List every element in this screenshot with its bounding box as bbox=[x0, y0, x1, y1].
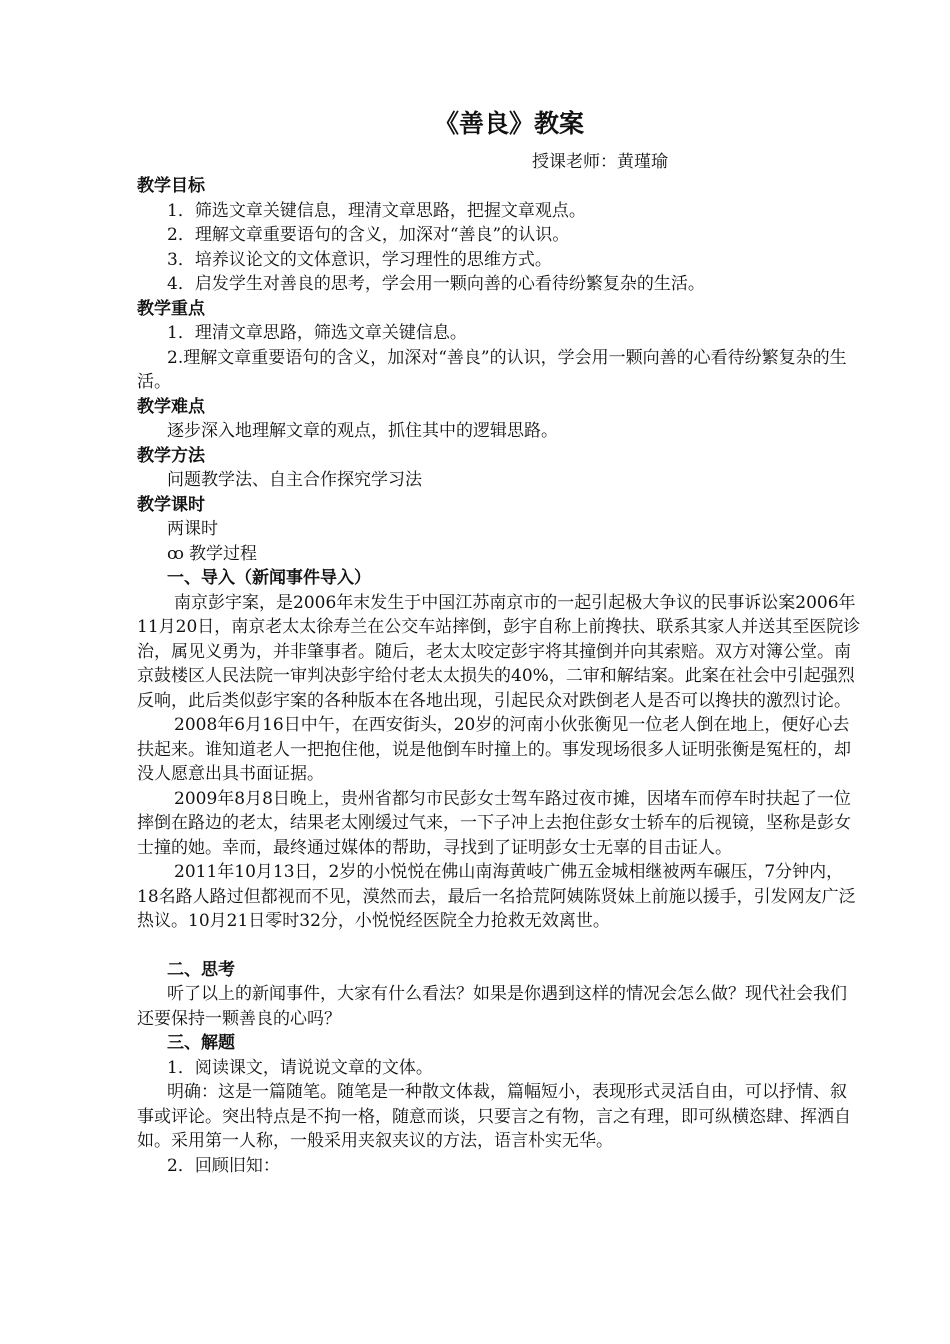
hours-text: 两课时 bbox=[167, 519, 218, 539]
intro-paragraph: 南京彭宇案，是2006年末发生于中国江苏南京市的一起引起极大争议的民事诉讼案2006年11月20日，南京老太太徐寿兰在公交车站摔倒，彭宇自称上前搀扶、联系其家人并送其至医院诊治，属见义勇为，并非肇事者。随后，老太太咬定彭宇将其撞倒并向其索赔。双方对簿公堂。南京鼓楼区人民法院一审判决彭宇给付老太太损失的40%，二审和解结案。此案在社会中引起强烈反响，此后类似彭宇案的各种版本在各地出现，引起民众对跌倒老人是否可以搀扶的激烈讨论。 bbox=[137, 592, 861, 711]
analysis-answer: 明确：这是一篇随笔。随笔是一种散文体裁，篇幅短小，表现形式灵活自由，可以抒情、叙事或评论。突出特点是不拘一格，随意而谈，只要言之有物，言之有理，即可纵横恣肆、挥洒自如。采用第一人称，一般采用夹叙夹议的方法，语言朴实无华。 bbox=[137, 1082, 851, 1151]
objective-item: 2．理解文章重要语句的含义，加深对“善良”的认识。 bbox=[167, 225, 570, 245]
section-heading-objectives: 教学目标 bbox=[137, 176, 205, 196]
section-heading-intro: 一、导入（新闻事件导入） bbox=[167, 568, 371, 588]
section-heading-methods: 教学方法 bbox=[137, 445, 205, 466]
author-line: 授课老师：黄瑾瑜 bbox=[532, 152, 668, 172]
section-heading-difficulties: 教学难点 bbox=[137, 396, 205, 417]
thinking-text: 听了以上的新闻事件，大家有什么看法？如果是你遇到这样的情况会怎么做？现代社会我们还要保持一颗善良的心吗？ bbox=[137, 984, 847, 1029]
objective-item: 4．启发学生对善良的思考，学会用一颗向善的心看待纷繁复杂的生活。 bbox=[167, 274, 705, 294]
teaching-process-label: 教学过程 bbox=[189, 543, 257, 564]
intro-paragraph: 2009年8月8日晚上，贵州省都匀市民彭女士驾车路过夜市摊，因堵车而停车时扶起了一位摔倒在路边的老太，结果老太刚缓过气来，一下子冲上去抱住彭女士轿车的后视镜，坚称是彭女士撞的她。幸而，最终通过媒体的帮助，寻找到了证明彭女士无辜的目击证人。 bbox=[137, 788, 851, 858]
intro-paragraph: 2008年6月16日中午，在西安街头，20岁的河南小伙张衡见一位老人倒在地上，便好心去扶起来。谁知道老人一把抱住他，说是他倒车时撞上的。事发现场很多人证明张衡是冤枉的，却没人愿意出具书面证据。 bbox=[137, 715, 851, 784]
analysis-question-2: 2．回顾旧知： bbox=[167, 1155, 280, 1176]
analysis-question-1: 1．阅读课文，请说说文章的文体。 bbox=[167, 1057, 433, 1078]
difficulties-text: 逐步深入地理解文章的观点，抓住其中的逻辑思路。 bbox=[167, 421, 558, 441]
key-point-item: 1．理清文章思路，筛选文章关键信息。 bbox=[167, 323, 467, 343]
section-heading-thinking: 二、思考 bbox=[167, 959, 235, 980]
document-title: 《善良》教案 bbox=[433, 109, 584, 138]
intro-paragraph: 2011年10月13日，2岁的小悦悦在佛山南海黄岐广佛五金城相继被两车碾压，7分钟内，18名路人路过但都视而不见，漠然而去，最后一名拾荒阿姨陈贤妹上前施以援手，引发网友广泛热议。10月21日零时32分，小悦悦经医院全力抢救无效离世。 bbox=[137, 862, 856, 931]
document-body bbox=[137, 174, 863, 1178]
section-heading-hours: 教学课时 bbox=[137, 494, 205, 515]
methods-text: 问题教学法、自主合作探究学习法 bbox=[167, 470, 422, 490]
blank-line bbox=[137, 934, 863, 958]
objective-item: 3．培养议论文的文体意识，学习理性的思维方式。 bbox=[167, 249, 552, 270]
key-point-item: 2.理解文章重要语句的含义，加深对“善良”的认识，学会用一颗向善的心看待纷繁复杂的生活。 bbox=[137, 347, 847, 392]
section-heading-analysis: 三、解题 bbox=[167, 1033, 235, 1053]
objective-item: 1．筛选文章关键信息，理清文章思路，把握文章观点。 bbox=[167, 200, 586, 221]
section-heading-key-points: 教学重点 bbox=[137, 298, 205, 319]
process-bullet-icon: ꝏ bbox=[167, 543, 184, 564]
teaching-process-line bbox=[137, 542, 863, 567]
